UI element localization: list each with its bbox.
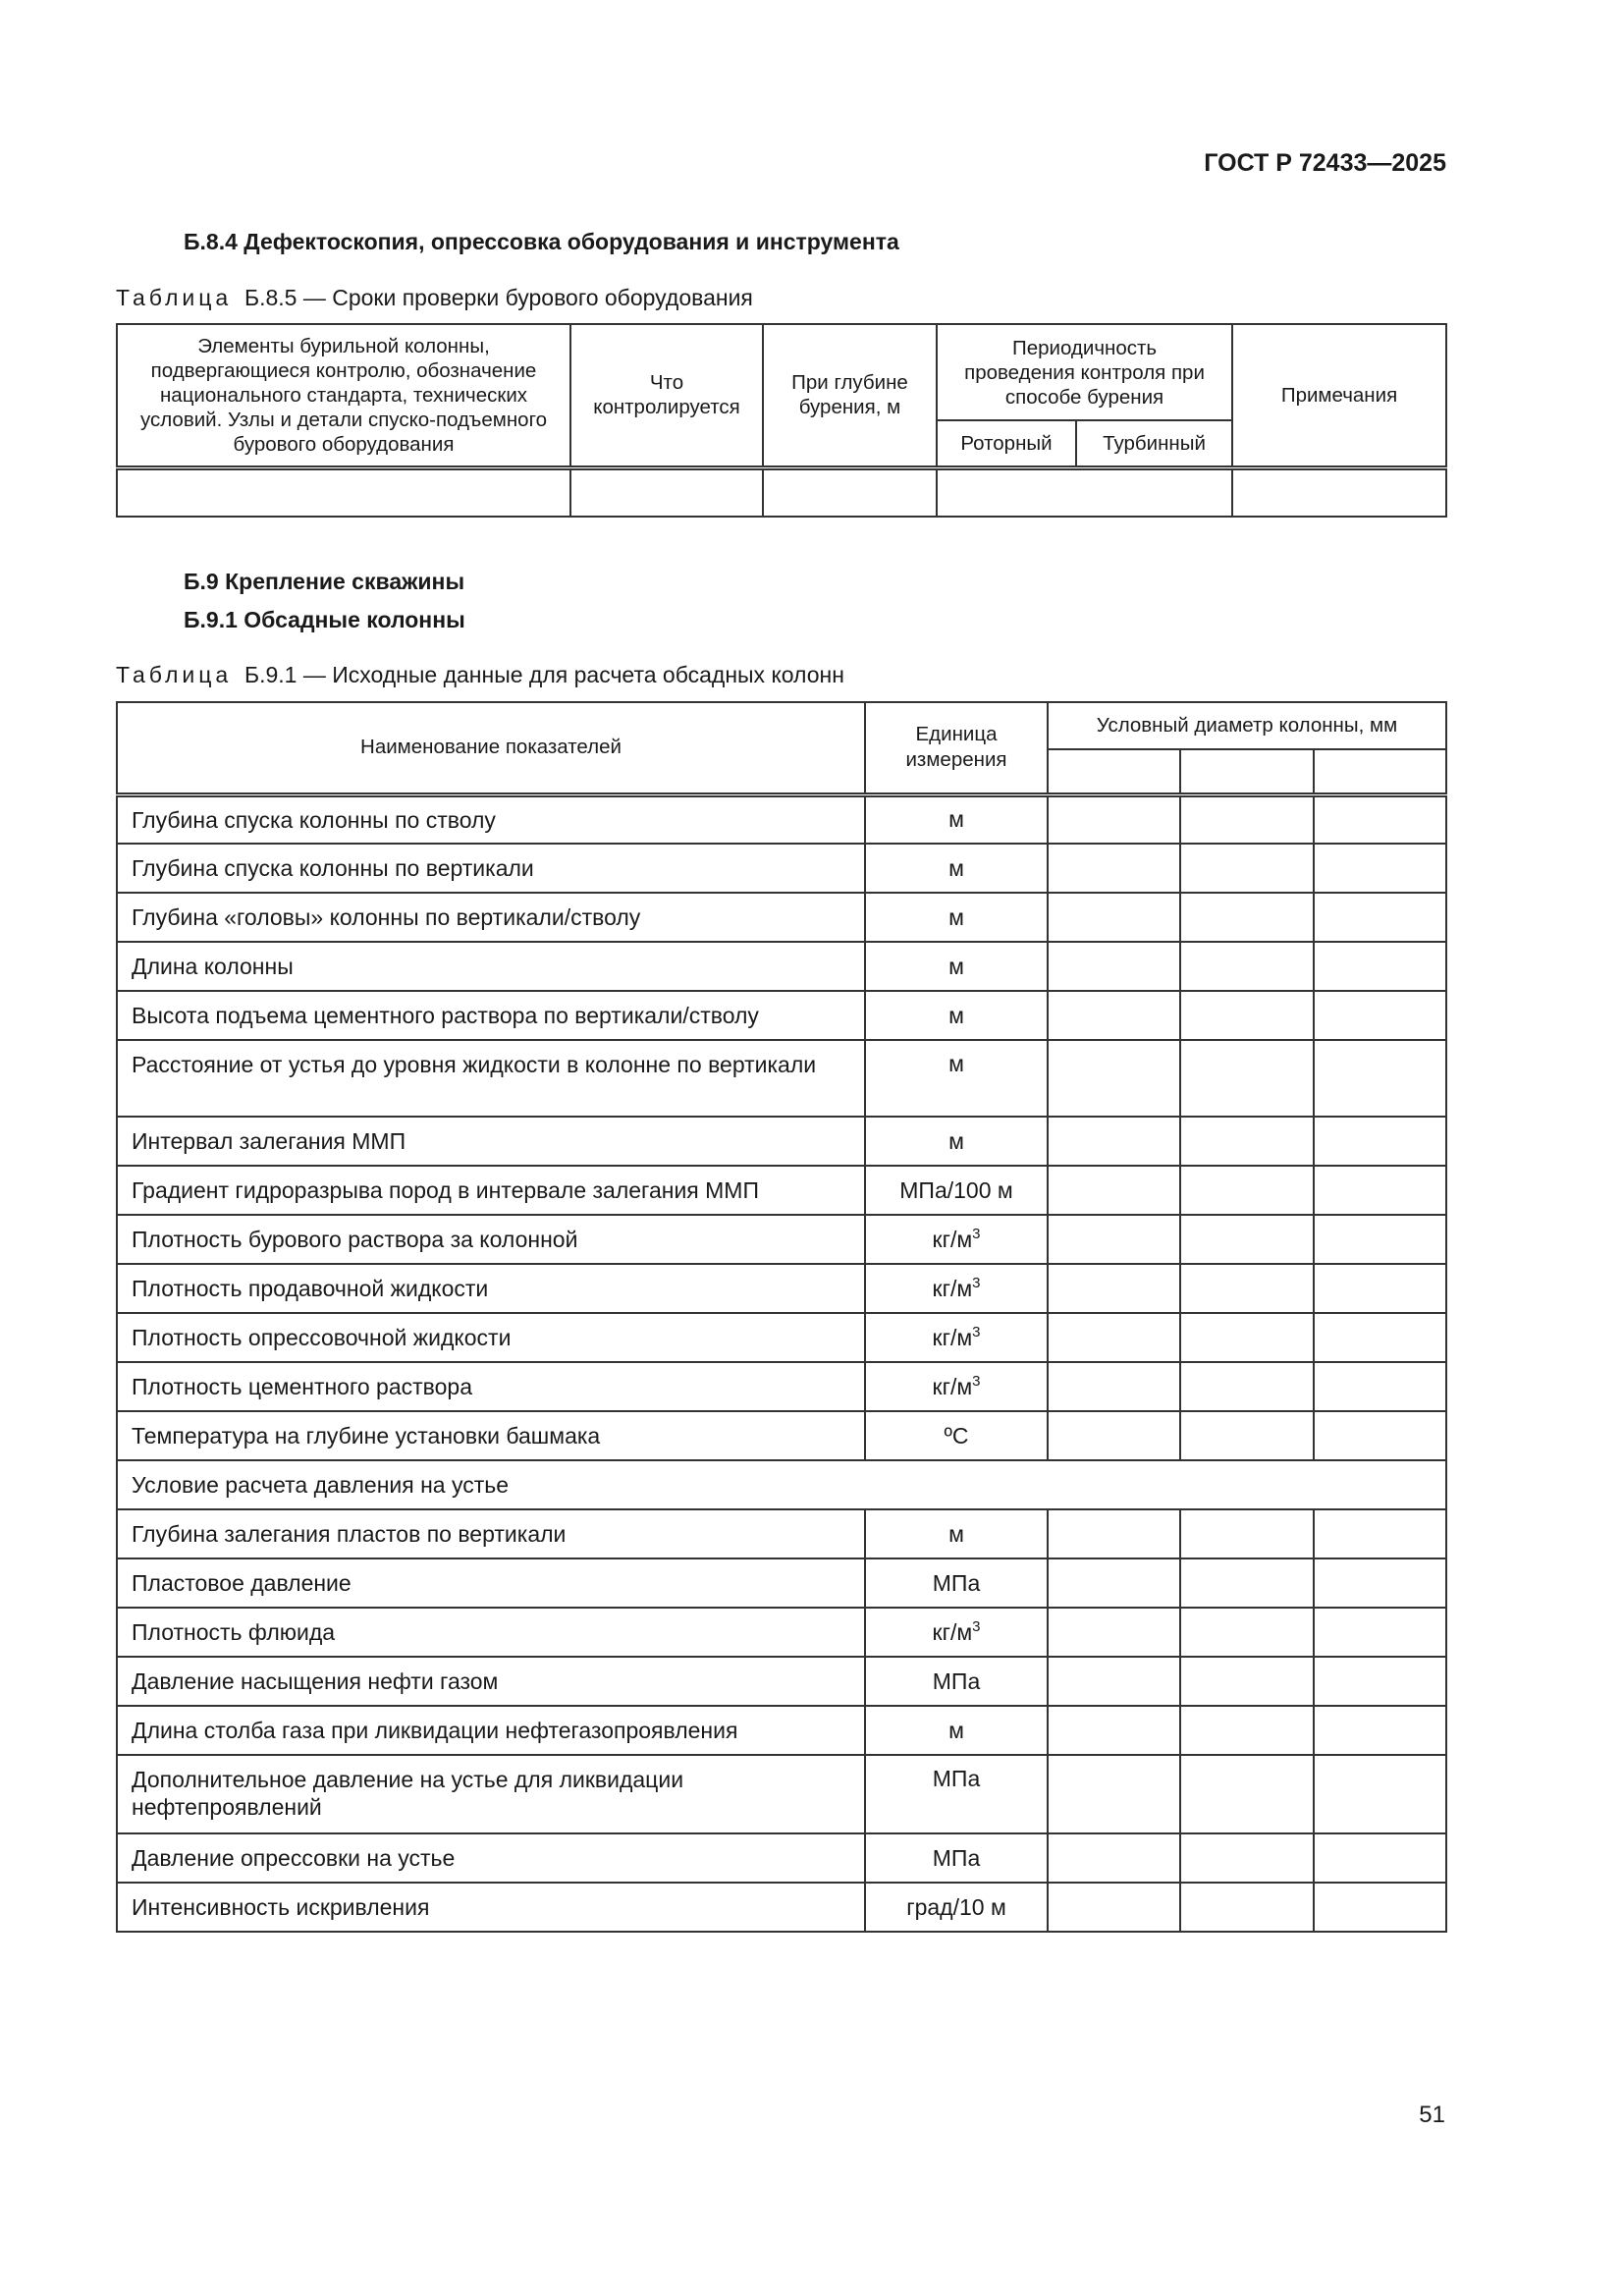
row-unit bbox=[865, 844, 1048, 893]
row-unit bbox=[865, 1264, 1048, 1313]
diameter-value-cell bbox=[1180, 1117, 1314, 1166]
caption-prefix: Таблица bbox=[116, 662, 233, 687]
row-name: Глубина «головы» колонны по вертикали/стволу bbox=[117, 893, 865, 942]
row-name: Интервал залегания ММП bbox=[117, 1117, 865, 1166]
unit-text: ºС bbox=[944, 1422, 969, 1449]
unit-text: кг/м bbox=[932, 1275, 973, 1301]
table-b85 bbox=[116, 323, 1447, 518]
table-row bbox=[117, 1117, 1446, 1166]
diameter-value-cell bbox=[1314, 1608, 1446, 1657]
caption-text: Б.8.5 — Сроки проверки бурового оборудования bbox=[243, 285, 753, 310]
row-name: Давление насыщения нефти газом bbox=[117, 1657, 865, 1706]
diameter-value-cell bbox=[1180, 844, 1314, 893]
row-name: Плотность бурового раствора за колонной bbox=[117, 1215, 865, 1264]
document-id: ГОСТ Р 72433—2025 bbox=[1204, 149, 1446, 177]
table-row bbox=[117, 1411, 1446, 1460]
col-header-diameter: Условный диаметр колонны, мм bbox=[1048, 702, 1446, 749]
table-row bbox=[117, 893, 1446, 942]
col-header-period: Периодичность проведения контроля при способе бурения bbox=[937, 324, 1232, 420]
diameter-value-cell bbox=[1180, 893, 1314, 942]
diameter-value-cell bbox=[1314, 1264, 1446, 1313]
unit-text: кг/м bbox=[932, 1373, 973, 1399]
caption-prefix: Таблица bbox=[116, 285, 233, 310]
diameter-value-cell bbox=[1314, 794, 1446, 844]
diameter-value-cell bbox=[1180, 1706, 1314, 1755]
table-row bbox=[117, 1313, 1446, 1362]
table-row bbox=[117, 844, 1446, 893]
diameter-value-cell bbox=[1314, 893, 1446, 942]
diameter-value-cell bbox=[1314, 1509, 1446, 1558]
row-unit bbox=[865, 1313, 1048, 1362]
diameter-value-cell bbox=[1048, 1706, 1180, 1755]
unit-superscript: 3 bbox=[972, 1323, 981, 1340]
diameter-value-cell bbox=[1314, 1411, 1446, 1460]
table-row bbox=[117, 1558, 1446, 1608]
unit-text: кг/м bbox=[932, 1226, 973, 1252]
diameter-value-cell bbox=[1048, 1833, 1180, 1883]
diameter-value-cell bbox=[1314, 1657, 1446, 1706]
unit-superscript: 3 bbox=[972, 1274, 981, 1291]
table-caption-b91 bbox=[116, 662, 844, 688]
table-caption-b85 bbox=[116, 285, 753, 311]
row-unit bbox=[865, 1509, 1048, 1558]
diameter-value-cell bbox=[1048, 1264, 1180, 1313]
diameter-value-cell bbox=[1180, 1833, 1314, 1883]
unit-text: м bbox=[948, 1002, 964, 1028]
unit-text: кг/м bbox=[932, 1324, 973, 1350]
row-unit bbox=[865, 991, 1048, 1040]
row-unit bbox=[865, 1215, 1048, 1264]
diameter-value-cell bbox=[1180, 1558, 1314, 1608]
row-name: Глубина спуска колонны по вертикали bbox=[117, 844, 865, 893]
diameter-value-cell bbox=[1314, 1558, 1446, 1608]
table-cell bbox=[570, 467, 763, 517]
row-name: Плотность продавочной жидкости bbox=[117, 1264, 865, 1313]
unit-text: МПа/100 м bbox=[899, 1176, 1013, 1203]
diameter-value-cell bbox=[1180, 1264, 1314, 1313]
diameter-value-cell bbox=[1180, 1411, 1314, 1460]
table-row bbox=[117, 1509, 1446, 1558]
diameter-value-cell bbox=[1180, 991, 1314, 1040]
diameter-value-cell bbox=[1048, 1166, 1180, 1215]
unit-text: м bbox=[948, 806, 964, 833]
row-unit bbox=[865, 1755, 1048, 1833]
diameter-value-cell bbox=[1048, 991, 1180, 1040]
diameter-value-cell bbox=[1314, 1166, 1446, 1215]
diameter-value-cell bbox=[1314, 1117, 1446, 1166]
row-unit bbox=[865, 1411, 1048, 1460]
section-heading-b84: Б.8.4 Дефектоскопия, опрессовка оборудования и инструмента bbox=[184, 229, 899, 254]
diameter-value-cell bbox=[1180, 942, 1314, 991]
diameter-value-cell bbox=[1048, 794, 1180, 844]
unit-superscript: 3 bbox=[972, 1372, 981, 1390]
row-name: Температура на глубине установки башмака bbox=[117, 1411, 865, 1460]
unit-text: МПа bbox=[932, 1766, 981, 1791]
col-header-name: Наименование показателей bbox=[117, 702, 865, 794]
row-name: Глубина спуска колонны по стволу bbox=[117, 794, 865, 844]
table-row bbox=[117, 1657, 1446, 1706]
table-row bbox=[117, 1166, 1446, 1215]
row-unit bbox=[865, 1657, 1048, 1706]
unit-text: МПа bbox=[932, 1667, 981, 1694]
col-header-unit: Единица измерения bbox=[865, 702, 1048, 794]
row-name: Давление опрессовки на устье bbox=[117, 1833, 865, 1883]
table-row bbox=[117, 1833, 1446, 1883]
diameter-value-cell bbox=[1180, 1608, 1314, 1657]
table-b91 bbox=[116, 701, 1447, 1933]
row-unit bbox=[865, 794, 1048, 844]
row-name: Условие расчета давления на устье bbox=[117, 1460, 1446, 1509]
row-unit bbox=[865, 942, 1048, 991]
unit-text: м bbox=[948, 1051, 964, 1076]
unit-text: МПа bbox=[932, 1569, 981, 1596]
unit-text: град/10 м bbox=[906, 1893, 1006, 1920]
table-cell bbox=[763, 467, 937, 517]
row-name: Пластовое давление bbox=[117, 1558, 865, 1608]
unit-text: кг/м bbox=[932, 1618, 973, 1645]
unit-text: м bbox=[948, 1520, 964, 1547]
diameter-value-cell bbox=[1048, 1657, 1180, 1706]
row-name: Высота подъема цементного раствора по вертикали/стволу bbox=[117, 991, 865, 1040]
table-row bbox=[117, 1264, 1446, 1313]
diameter-value-cell bbox=[1314, 1883, 1446, 1932]
row-name: Дополнительное давление на устье для ликвидации нефтепроявлений bbox=[117, 1755, 865, 1833]
diameter-value-cell bbox=[1180, 1215, 1314, 1264]
caption-text: Б.9.1 — Исходные данные для расчета обсадных колонн bbox=[243, 662, 844, 687]
table-row bbox=[117, 1755, 1446, 1833]
diameter-value-cell bbox=[1048, 1558, 1180, 1608]
table-row bbox=[117, 1460, 1446, 1509]
row-name: Плотность флюида bbox=[117, 1608, 865, 1657]
table-cell bbox=[1232, 467, 1446, 517]
page-number: 51 bbox=[1419, 2102, 1445, 2128]
row-unit bbox=[865, 1040, 1048, 1117]
diameter-value-cell bbox=[1048, 1411, 1180, 1460]
diameter-subcol bbox=[1048, 749, 1180, 794]
diameter-value-cell bbox=[1314, 1706, 1446, 1755]
diameter-value-cell bbox=[1048, 1362, 1180, 1411]
diameter-value-cell bbox=[1180, 1166, 1314, 1215]
diameter-value-cell bbox=[1048, 1755, 1180, 1833]
diameter-value-cell bbox=[1314, 844, 1446, 893]
row-name: Плотность опрессовочной жидкости bbox=[117, 1313, 865, 1362]
row-unit bbox=[865, 1608, 1048, 1657]
diameter-value-cell bbox=[1048, 942, 1180, 991]
row-unit bbox=[865, 1706, 1048, 1755]
row-name: Интенсивность искривления bbox=[117, 1883, 865, 1932]
col-header-turbine: Турбинный bbox=[1076, 420, 1232, 467]
col-header-depth: При глубине бурения, м bbox=[763, 324, 937, 467]
section-heading-b91: Б.9.1 Обсадные колонны bbox=[184, 607, 465, 632]
row-unit bbox=[865, 1117, 1048, 1166]
row-unit bbox=[865, 1883, 1048, 1932]
diameter-value-cell bbox=[1048, 1509, 1180, 1558]
table-row bbox=[117, 1706, 1446, 1755]
row-name: Длина столба газа при ликвидации нефтегазопроявления bbox=[117, 1706, 865, 1755]
section-heading-b9: Б.9 Крепление скважины bbox=[184, 569, 465, 594]
diameter-value-cell bbox=[1048, 893, 1180, 942]
diameter-value-cell bbox=[1180, 794, 1314, 844]
row-name: Расстояние от устья до уровня жидкости в колонне по вертикали bbox=[117, 1040, 865, 1117]
unit-text: м bbox=[948, 1717, 964, 1743]
table-cell bbox=[117, 467, 570, 517]
row-unit bbox=[865, 893, 1048, 942]
diameter-value-cell bbox=[1314, 991, 1446, 1040]
diameter-value-cell bbox=[1314, 1362, 1446, 1411]
unit-superscript: 3 bbox=[972, 1617, 981, 1635]
row-unit bbox=[865, 1362, 1048, 1411]
row-name: Градиент гидроразрыва пород в интервале залегания ММП bbox=[117, 1166, 865, 1215]
diameter-value-cell bbox=[1048, 1215, 1180, 1264]
table-row bbox=[117, 942, 1446, 991]
unit-text: м bbox=[948, 953, 964, 979]
diameter-value-cell bbox=[1048, 1040, 1180, 1117]
diameter-value-cell bbox=[1314, 1313, 1446, 1362]
table-row bbox=[117, 1215, 1446, 1264]
diameter-value-cell bbox=[1180, 1755, 1314, 1833]
table-row bbox=[117, 1040, 1446, 1117]
unit-text: м bbox=[948, 903, 964, 930]
unit-text: м bbox=[948, 1127, 964, 1154]
diameter-value-cell bbox=[1180, 1883, 1314, 1932]
unit-superscript: 3 bbox=[972, 1225, 981, 1242]
diameter-subcol bbox=[1180, 749, 1314, 794]
row-unit bbox=[865, 1833, 1048, 1883]
row-unit bbox=[865, 1166, 1048, 1215]
table-cell bbox=[937, 467, 1232, 517]
diameter-subcol bbox=[1314, 749, 1446, 794]
diameter-value-cell bbox=[1048, 1117, 1180, 1166]
diameter-value-cell bbox=[1180, 1509, 1314, 1558]
col-header-elements: Элементы бурильной колонны, подвергающиеся контролю, обозначение национального стандарта, технических условий. Узлы и детали спуско-подъемного бурового оборудования bbox=[117, 324, 570, 467]
diameter-value-cell bbox=[1314, 942, 1446, 991]
diameter-value-cell bbox=[1048, 1883, 1180, 1932]
diameter-value-cell bbox=[1314, 1040, 1446, 1117]
diameter-value-cell bbox=[1048, 844, 1180, 893]
diameter-value-cell bbox=[1048, 1608, 1180, 1657]
unit-text: МПа bbox=[932, 1844, 981, 1871]
diameter-value-cell bbox=[1314, 1833, 1446, 1883]
unit-text: м bbox=[948, 854, 964, 881]
diameter-value-cell bbox=[1180, 1040, 1314, 1117]
table-row bbox=[117, 1362, 1446, 1411]
row-name: Глубина залегания пластов по вертикали bbox=[117, 1509, 865, 1558]
diameter-value-cell bbox=[1048, 1313, 1180, 1362]
row-name: Длина колонны bbox=[117, 942, 865, 991]
col-header-rotary: Роторный bbox=[937, 420, 1076, 467]
diameter-value-cell bbox=[1180, 1657, 1314, 1706]
col-header-what: Что контролируется bbox=[570, 324, 763, 467]
table-row bbox=[117, 794, 1446, 844]
table-row bbox=[117, 991, 1446, 1040]
row-name: Плотность цементного раствора bbox=[117, 1362, 865, 1411]
col-header-notes: Примечания bbox=[1232, 324, 1446, 467]
diameter-value-cell bbox=[1180, 1362, 1314, 1411]
diameter-value-cell bbox=[1314, 1755, 1446, 1833]
diameter-value-cell bbox=[1314, 1215, 1446, 1264]
table-row bbox=[117, 1608, 1446, 1657]
diameter-value-cell bbox=[1180, 1313, 1314, 1362]
table-row bbox=[117, 1883, 1446, 1932]
row-unit bbox=[865, 1558, 1048, 1608]
